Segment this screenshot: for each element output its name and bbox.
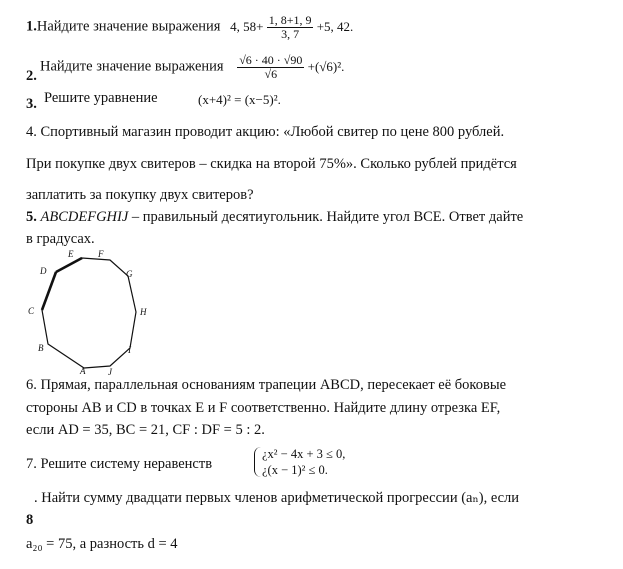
task-7-text: 7. Решите систему неравенств [26, 456, 213, 472]
task-5-polygon-name: ABCDEFGHIJ [40, 209, 129, 225]
task-8-line-3: a₂₀ = 75, а разность d = 4 [26, 536, 178, 552]
task-6-line-2: стороны AB и CD в точках E и F соответственно. Найдите длину отрезка EF, [26, 400, 501, 416]
task-2-expr-right: +(√6)². [307, 58, 345, 74]
task-1-expr-left: 4, 58+ [230, 18, 264, 34]
task-7-system [254, 447, 364, 479]
task-2-frac-num: √6 · 40 · √90 [239, 53, 303, 67]
task-1-frac-den: 3, 7 [281, 27, 300, 42]
task-5-question: – правильный десятиугольник. Найдите угол BCE. Ответ дайте [128, 209, 524, 225]
task-1-frac-num: 1, 8+1, 9 [268, 13, 312, 27]
task-7-inequality-1: ¿x² − 4x + 3 ≤ 0, [262, 447, 346, 461]
task-2-expression [237, 53, 345, 82]
vertex-label-g: G [126, 269, 133, 279]
task-5-line-1 [26, 209, 523, 226]
task-6-line-1: 6. Прямая, параллельная основаниям трапеции ABCD, пересекает её боковые [26, 377, 507, 393]
task-1-expr-right: +5, 42. [316, 18, 354, 34]
task-2-text: Найдите значение выражения [40, 58, 224, 75]
task-6-line-3: если AD = 35, BC = 21, CF : DF = 5 : 2. [26, 422, 265, 438]
task-2 [40, 54, 344, 81]
decagon-highlight-de [56, 258, 82, 272]
task-3-number: 3. [26, 96, 37, 112]
task-3-text: Решите уравнение [44, 90, 158, 106]
task-7-inequality-2: ¿(x − 1)² ≤ 0. [262, 463, 328, 477]
vertex-label-e: E [68, 249, 74, 259]
task-2-fraction [237, 54, 304, 81]
task-5-line-2: в градусах. [26, 231, 95, 247]
vertex-label-a: A [80, 366, 86, 376]
vertex-label-c: C [28, 306, 35, 316]
task-1-number: 1. [26, 18, 37, 35]
decagon-figure [22, 248, 162, 376]
vertex-label-h: H [140, 307, 147, 317]
task-1-fraction [267, 14, 314, 41]
task-4-line-3: заплатить за покупку двух свитеров? [26, 187, 254, 203]
task-8-line-1: . Найти сумму двадцати первых членов арифметической прогрессии (aₙ), если [34, 490, 520, 506]
task-1-expression [230, 13, 354, 42]
task-2-number: 2. [26, 68, 37, 84]
decagon-highlight-cd [42, 272, 56, 310]
task-2-frac-den: √6 [264, 67, 278, 82]
task-3-expression: (x+4)² = (x−5)². [198, 92, 281, 107]
vertex-label-d: D [40, 266, 47, 276]
task-5-number: 5. [26, 209, 37, 225]
task-8-number: 8 [26, 512, 34, 528]
vertex-label-b: B [38, 343, 44, 353]
task-1-text: Найдите значение выражения [36, 18, 221, 35]
task-4-line-1: 4. Спортивный магазин проводит акцию: «Любой свитер по цене 800 рублей. [26, 124, 505, 140]
vertex-label-i: I [128, 345, 131, 355]
vertex-label-f: F [98, 249, 104, 259]
task-1 [26, 14, 353, 41]
task-4-line-2: При покупке двух свитеров – скидка на второй 75%». Сколько рублей придётся [26, 156, 517, 172]
task-7-brace [254, 447, 261, 477]
vertex-label-j: J [108, 367, 112, 376]
